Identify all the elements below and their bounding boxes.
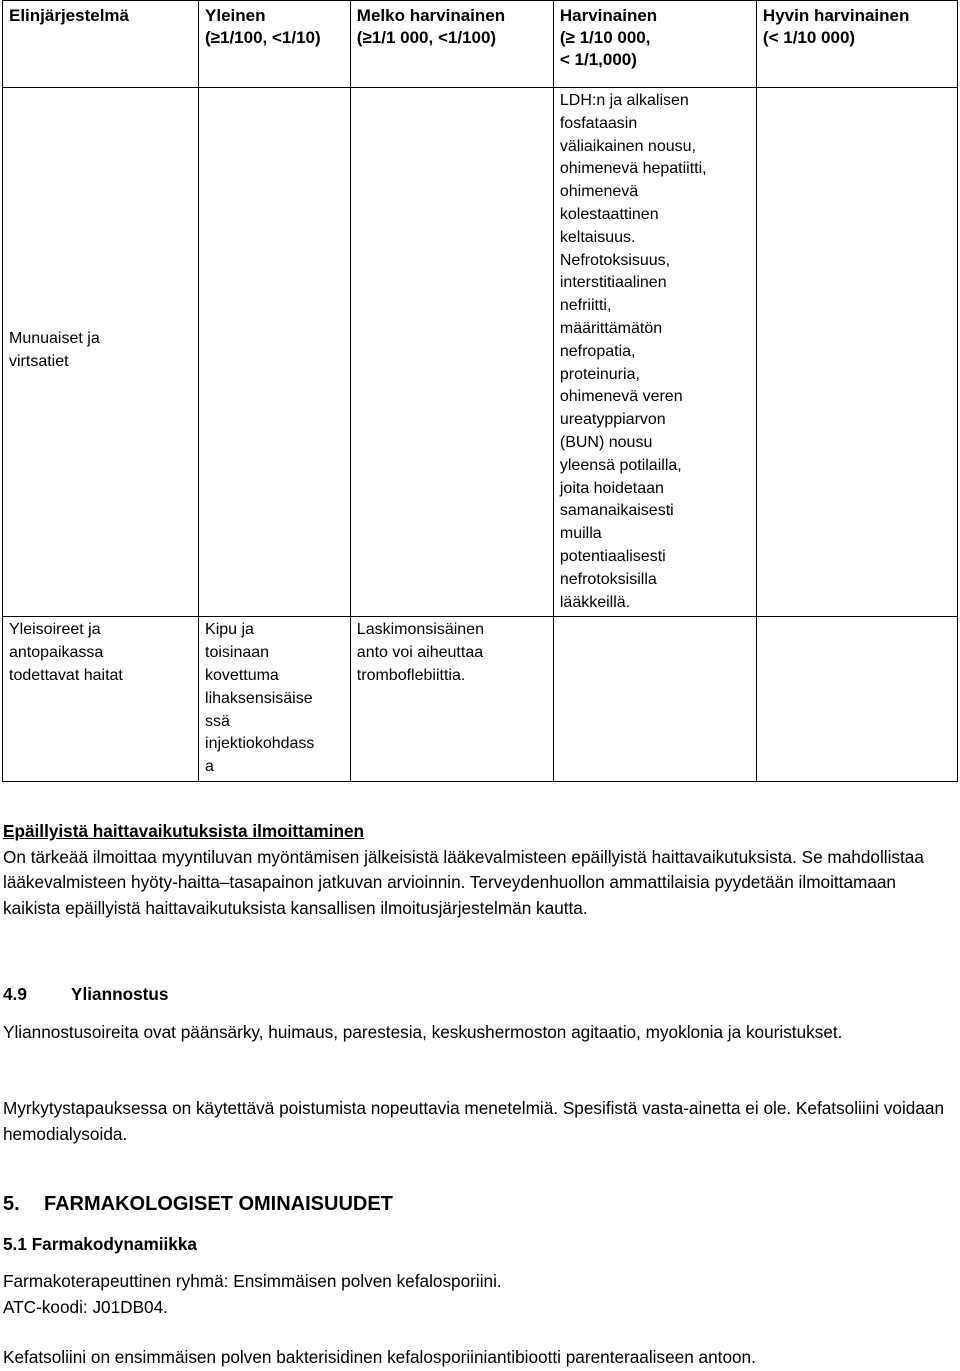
section-5-1 (3, 1232, 957, 1258)
section-number: 4.9 (3, 984, 27, 1004)
section-number: 5.1 (3, 1234, 27, 1254)
cefazolin-description: Kefatsoliini on ensimmäisen polven bakterisidinen kefalosporiiniantibiootti parenteraaliseen antoon. (3, 1347, 756, 1367)
pharmacodynamics-info (3, 1269, 957, 1320)
common-cell: Kipu ja toisinaan kovettuma lihaksensisäise ssä injektiokohdass a (199, 617, 351, 782)
organ-cell: Yleisoireet ja antopaikassa todettavat haitat (3, 617, 199, 782)
header-very-rare: Hyvin harvinainen (< 1/10 000) (756, 1, 957, 88)
rare-cell (553, 617, 756, 782)
section-heading (3, 982, 957, 1008)
header-organ-system: Elinjärjestelmä (3, 1, 199, 88)
uncommon-cell: Laskimonsisäinen anto voi aiheuttaa tromboflebiittia. (350, 617, 553, 782)
header-uncommon: Melko harvinainen (≥1/1 000, <1/100) (350, 1, 553, 88)
section-title: FARMAKOLOGISET OMINAISUUDET (44, 1193, 393, 1215)
table-row (3, 617, 958, 782)
pharmacotherapeutic-group: Farmakoterapeuttinen ryhmä: Ensimmäisen polven kefalosporiini. (3, 1271, 502, 1291)
atc-code: ATC-koodi: J01DB04. (3, 1296, 168, 1317)
section-4-9 (3, 982, 957, 1008)
overdose-symptoms-text: Yliannostusoireita ovat päänsärky, huimaus, parestesia, keskushermoston agitaatio, myoklonia ja kouristukset. (3, 1022, 843, 1042)
pharmacodynamics-paragraph (3, 1345, 957, 1371)
table-header-row (3, 1, 958, 88)
reporting-text: On tärkeää ilmoittaa myyntiluvan myöntämisen jälkeisistä lääkevalmisteen epäillyistä haittavaikutuksista. Se mahdollistaa lääkevalmisteen hyöty-haitta–tasapainon jatkuvan arvioinnin. Terveydenhuollon ammattilaisia pyydetään ilmoittamaan kaikista epäillyistä haittavaikutuksista kansallisen ilmoitusjärjestelmän kautta. (3, 846, 924, 918)
header-common: Yleinen (≥1/100, <1/10) (199, 1, 351, 88)
organ-cell: Munuaiset ja virtsatiet (3, 88, 199, 617)
adverse-effects-table (2, 0, 958, 782)
rare-cell: LDH:n ja alkalisen fosfataasin väliaikainen nousu, ohimenevä hepatiitti, ohimenevä kolestaattinen keltaisuus. Nefrotoksisuus, interstitiaalinen nefriitti, määrittämätön nefropatia, proteinuria, ohimenevä veren ureatyppiarvon (BUN) nousu yleensä potilailla, joita hoidetaan samanaikaisesti muilla potentiaalisesti nefrotoksisilla lääkkeillä. (553, 88, 756, 617)
section-heading (3, 1192, 957, 1218)
section-number: 5. (3, 1193, 20, 1215)
section-5 (3, 1192, 957, 1218)
section-title: Farmakodynamiikka (31, 1234, 197, 1254)
very-rare-cell (756, 88, 957, 617)
table-row (3, 88, 958, 617)
header-rare: Harvinainen (≥ 1/10 000, < 1/1,000) (553, 1, 756, 88)
common-cell (199, 88, 351, 617)
section-heading (3, 1232, 957, 1258)
reporting-section (3, 819, 957, 921)
uncommon-cell (350, 88, 553, 617)
section-title: Yliannostus (71, 984, 169, 1004)
overdose-paragraph-1 (3, 1020, 957, 1046)
reporting-heading: Epäillyistä haittavaikutuksista ilmoittaminen (3, 821, 365, 841)
overdose-treatment-text: Myrkytystapauksessa on käytettävä poistumista nopeuttavia menetelmiä. Spesifistä vasta-ainetta ei ole. Kefatsoliini voidaan hemodialysoida. (3, 1098, 945, 1144)
very-rare-cell (756, 617, 957, 782)
overdose-paragraph-2 (3, 1096, 957, 1147)
